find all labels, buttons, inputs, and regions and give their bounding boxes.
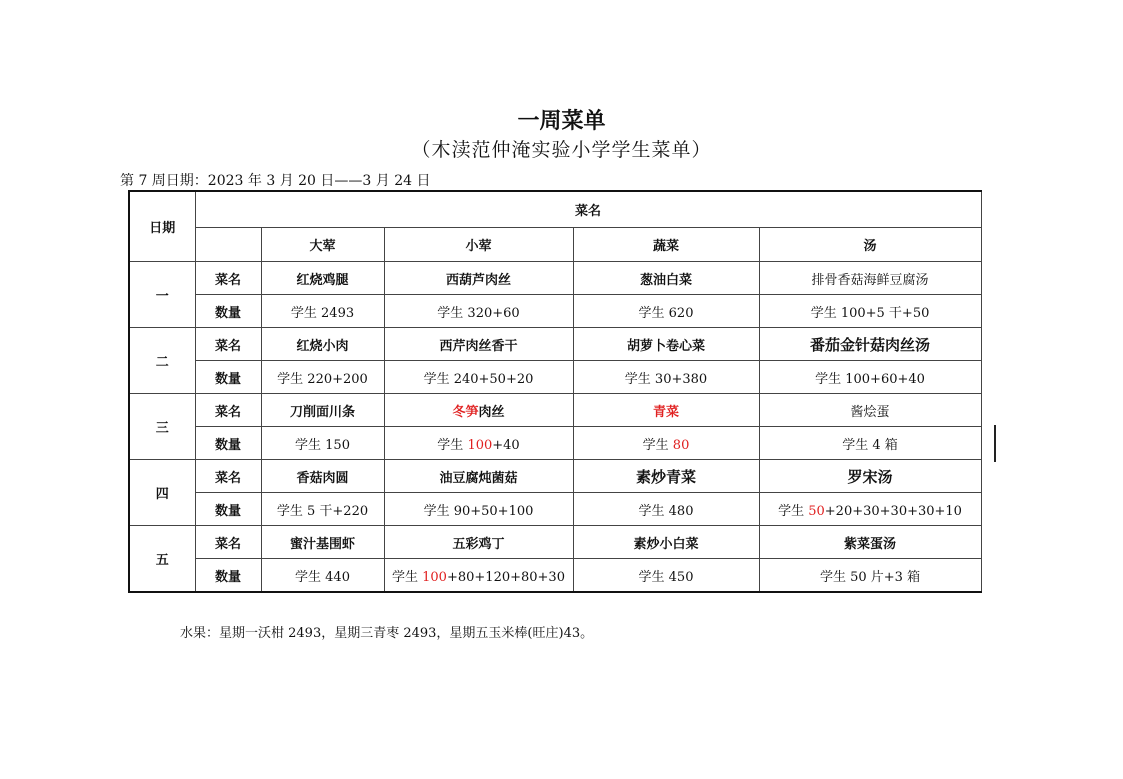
item-label: 菜名: [195, 526, 261, 559]
dish-cell: [759, 262, 981, 295]
quantity-cell: [261, 295, 384, 328]
dish-text: 胡萝卜卷心菜: [626, 338, 705, 354]
quantity-text: 学生 620: [638, 305, 694, 321]
quantity-cell: [261, 559, 384, 593]
quantity-text: 学生 480: [638, 503, 694, 519]
weekday-cell: 四: [129, 460, 195, 526]
date-header: 日期: [129, 191, 195, 262]
dish-cell: [573, 328, 759, 361]
quantity-text: 100: [467, 437, 493, 453]
dish-text: 紫菜蛋汤: [844, 536, 897, 552]
weekday-cell: 五: [129, 526, 195, 593]
dish-cell: [384, 262, 573, 295]
dish-text: 肉丝: [478, 404, 505, 420]
quantity-text: 学生 320+60: [437, 305, 520, 321]
dish-text: 蜜汁基围虾: [289, 536, 355, 552]
quantity-text: 学生 440: [295, 569, 350, 585]
weekday-cell: 一: [129, 262, 195, 328]
quantity-cell: [384, 493, 573, 526]
dish-text: 素炒青菜: [635, 467, 696, 486]
dish-text: 油豆腐炖菌菇: [439, 470, 518, 486]
quantity-cell: [759, 361, 981, 394]
week-period: 第 7 周日期：2023 年 3 月 20 日——3 月 24 日: [120, 173, 431, 189]
quantity-cell: [573, 559, 759, 593]
quantity-cell: [573, 493, 759, 526]
quantity-text: 学生 5 干+220: [276, 503, 369, 519]
weekly-menu-table: [128, 190, 982, 593]
quantity-cell: [261, 493, 384, 526]
quantity-cell: [384, 361, 573, 394]
day-quantity-row: [129, 427, 981, 460]
quantity-text: 学生: [778, 503, 809, 519]
column-header-soup: 汤: [759, 228, 981, 262]
quantity-label: 数量: [195, 493, 261, 526]
menu-table-body: [129, 191, 981, 592]
dish-text: 红烧鸡腿: [296, 272, 349, 288]
quantity-text: 80: [672, 437, 690, 453]
quantity-cell: [261, 361, 384, 394]
quantity-text: 学生 2493: [290, 305, 355, 321]
day-quantity-row: [129, 493, 981, 526]
weekday-cell: 三: [129, 394, 195, 460]
quantity-text: +80+120+80+30: [446, 569, 565, 585]
quantity-text: 100: [422, 569, 447, 585]
quantity-cell: [573, 361, 759, 394]
dish-cell: [384, 394, 573, 427]
dish-text: 青菜: [652, 404, 679, 420]
dish-text: 排骨香菇海鲜豆腐汤: [811, 272, 929, 288]
quantity-text: 学生 30+380: [624, 371, 708, 387]
quantity-cell: [573, 295, 759, 328]
quantity-text: 50: [808, 503, 825, 519]
dish-cell: [573, 262, 759, 295]
dish-text: 素炒小白菜: [633, 536, 699, 552]
dish-text: 酱烩蛋: [850, 404, 890, 420]
dish-cell: [261, 526, 384, 559]
header-blank-cell: [195, 228, 261, 262]
dish-cell: [573, 394, 759, 427]
quantity-text: 学生 100+60+40: [815, 371, 925, 387]
day-item-row: [129, 262, 981, 295]
dish-text: 西葫芦肉丝: [445, 272, 511, 288]
day-item-row: [129, 526, 981, 559]
quantity-cell: [384, 295, 573, 328]
dish-text: 冬笋: [452, 404, 479, 420]
quantity-label: 数量: [195, 427, 261, 460]
weekday-cell: 二: [129, 328, 195, 394]
dish-cell: [573, 526, 759, 559]
day-quantity-row: [129, 559, 981, 593]
quantity-cell: [759, 493, 981, 526]
quantity-cell: [759, 295, 981, 328]
item-label: 菜名: [195, 394, 261, 427]
column-header-side-meat: 小荤: [384, 228, 573, 262]
dish-cell: [573, 460, 759, 493]
dish-text: 刀削面川条: [289, 404, 355, 420]
dish-text: 五彩鸡丁: [452, 536, 505, 552]
column-header-vegetable: 蔬菜: [573, 228, 759, 262]
day-quantity-row: [129, 295, 981, 328]
day-quantity-row: [129, 361, 981, 394]
dish-cell: [261, 394, 384, 427]
quantity-cell: [573, 427, 759, 460]
column-header-main-meat: 大荤: [261, 228, 384, 262]
header-row-2: [129, 228, 981, 262]
quantity-text: 学生 90+50+100: [423, 503, 534, 519]
quantity-text: 学生 150: [295, 437, 350, 453]
dish-cell: [759, 394, 981, 427]
item-label: 菜名: [195, 460, 261, 493]
dish-cell: [384, 328, 573, 361]
dish-text: 葱油白菜: [639, 272, 692, 288]
dish-text: 番茄金针菇肉丝汤: [810, 335, 931, 354]
quantity-text: 学生 220+200: [277, 371, 368, 387]
header-row-1: [129, 191, 981, 228]
dish-cell: [384, 460, 573, 493]
quantity-text: +20+30+30+30+10: [824, 503, 962, 519]
item-label: 菜名: [195, 328, 261, 361]
dish-text: 罗宋汤: [847, 467, 893, 486]
text-cursor: [994, 425, 996, 462]
item-label: 菜名: [195, 262, 261, 295]
dish-cell: [759, 526, 981, 559]
day-item-row: [129, 460, 981, 493]
quantity-text: 学生: [437, 437, 468, 453]
quantity-text: 学生 4 箱: [842, 437, 898, 453]
quantity-text: 学生 100+5 干+50: [810, 305, 930, 321]
quantity-cell: [759, 559, 981, 593]
quantity-cell: [384, 427, 573, 460]
dish-cell: [759, 328, 981, 361]
quantity-text: 学生: [392, 569, 423, 585]
quantity-label: 数量: [195, 559, 261, 593]
dish-cell: [261, 460, 384, 493]
dish-text: 西芹肉丝香干: [439, 338, 518, 354]
quantity-text: +40: [492, 437, 520, 453]
quantity-label: 数量: [195, 361, 261, 394]
day-item-row: [129, 394, 981, 427]
fruit-note: 水果：星期一沃柑 2493，星期三青枣 2493，星期五玉米棒(旺庄)43。: [180, 626, 594, 641]
quantity-text: 学生 50 片+3 箱: [819, 569, 921, 585]
quantity-cell: [261, 427, 384, 460]
dish-cell: [759, 460, 981, 493]
dish-cell: [261, 328, 384, 361]
quantity-cell: [759, 427, 981, 460]
quantity-cell: [384, 559, 573, 593]
quantity-text: 学生 450: [638, 569, 694, 585]
quantity-label: 数量: [195, 295, 261, 328]
dishes-header: 菜名: [195, 191, 981, 228]
day-item-row: [129, 328, 981, 361]
page-title: 一周菜单: [517, 109, 606, 134]
quantity-text: 学生: [642, 437, 673, 453]
quantity-text: 学生 240+50+20: [423, 371, 534, 387]
dish-cell: [261, 262, 384, 295]
dish-cell: [384, 526, 573, 559]
dish-text: 红烧小肉: [296, 338, 349, 354]
dish-text: 香菇肉圆: [296, 470, 349, 486]
page-subtitle: （木渎范仲淹实验小学学生菜单）: [411, 139, 712, 161]
